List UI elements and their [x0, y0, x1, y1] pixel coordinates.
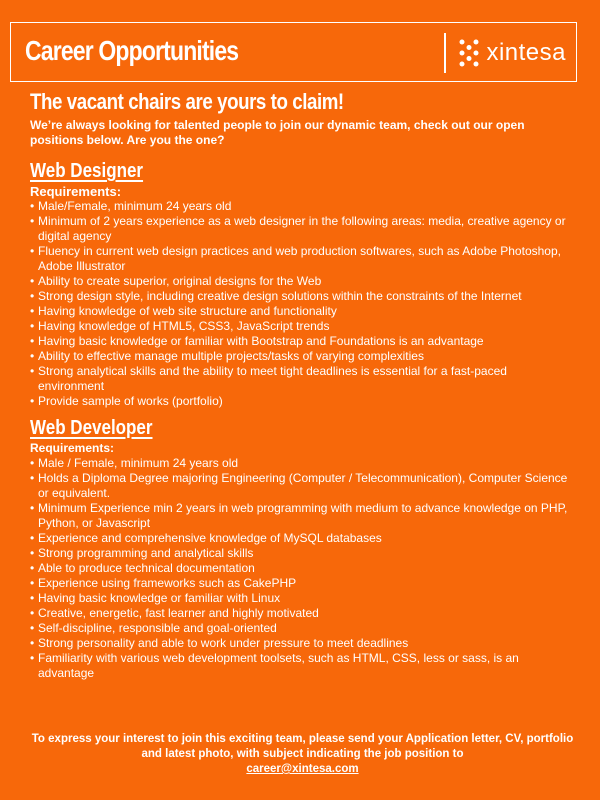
job-title: Web Developer [30, 417, 153, 439]
list-item: • Provide sample of works (portfolio) [30, 394, 575, 409]
xintesa-logo-icon [458, 38, 480, 68]
main-content [30, 88, 575, 681]
job-web-developer [30, 415, 575, 681]
list-item: • Strong programming and analytical skills [30, 546, 575, 561]
page-title: Career Opportunities [25, 35, 239, 66]
list-item: • Minimum of 2 years experience as a web designer in the following areas: media, creative agency or digital agency [30, 214, 575, 244]
list-item: • Strong design style, including creative design solutions within the constraints of the Internet [30, 289, 575, 304]
list-item: • Creative, energetic, fast learner and highly motivated [30, 606, 575, 621]
list-item: • Able to produce technical documentation [30, 561, 575, 576]
brand-logo [444, 33, 566, 73]
list-item: • Experience using frameworks such as CakePHP [30, 576, 575, 591]
job-title: Web Designer [30, 160, 144, 182]
list-item: • Minimum Experience min 2 years in web programming with medium to advance knowledge on PHP, Python, or Javascript [30, 501, 575, 531]
logo-text: xintesa [486, 39, 566, 66]
list-item: • Ability to create superior, original designs for the Web [30, 274, 575, 289]
list-item: • Familiarity with various web development toolsets, such as HTML, CSS, less or sass, is an advantage [30, 651, 575, 681]
list-item: • Ability to effective manage multiple projects/tasks of varying complexities [30, 349, 575, 364]
list-item: • Strong personality and able to work under pressure to meet deadlines [30, 636, 575, 651]
list-item: • Fluency in current web design practices and web production softwares, such as Adobe Photoshop, Adobe Illustrator [30, 244, 575, 274]
headline: The vacant chairs are yours to claim! [30, 89, 344, 114]
job-web-designer [30, 158, 575, 409]
list-item: • Male/Female, minimum 24 years old [30, 199, 575, 214]
header-frame [10, 22, 577, 82]
requirements-label: Requirements: [30, 441, 115, 455]
requirements-label: Requirements: [30, 184, 122, 199]
list-item: • Male / Female, minimum 24 years old [30, 456, 575, 471]
requirements-list [30, 199, 575, 409]
list-item: • Having basic knowledge or familiar with Linux [30, 591, 575, 606]
intro-text: We’re always looking for talented people to join our dynamic team, check out our open positions below. Are you the one? [30, 118, 525, 147]
list-item: • Having knowledge of web site structure and functionality [30, 304, 575, 319]
requirements-list [30, 456, 575, 681]
footer-cta [30, 732, 575, 777]
email-link[interactable]: career@xintesa.com [246, 763, 359, 775]
list-item: • Experience and comprehensive knowledge of MySQL databases [30, 531, 575, 546]
list-item: • Holds a Diploma Degree majoring Engineering (Computer / Telecommunication), Computer Science or equivalent. [30, 471, 575, 501]
footer-text: To express your interest to join this exciting team, please send your Application letter, CV, portfolio and latest photo, with subject indicating the job position to [31, 733, 574, 760]
list-item: • Self-discipline, responsible and goal-oriented [30, 621, 575, 636]
list-item: • Having knowledge of HTML5, CSS3, JavaScript trends [30, 319, 575, 334]
list-item: • Having basic knowledge or familiar with Bootstrap and Foundations is an advantage [30, 334, 575, 349]
list-item: • Strong analytical skills and the ability to meet tight deadlines is essential for a fast-paced environment [30, 364, 575, 394]
